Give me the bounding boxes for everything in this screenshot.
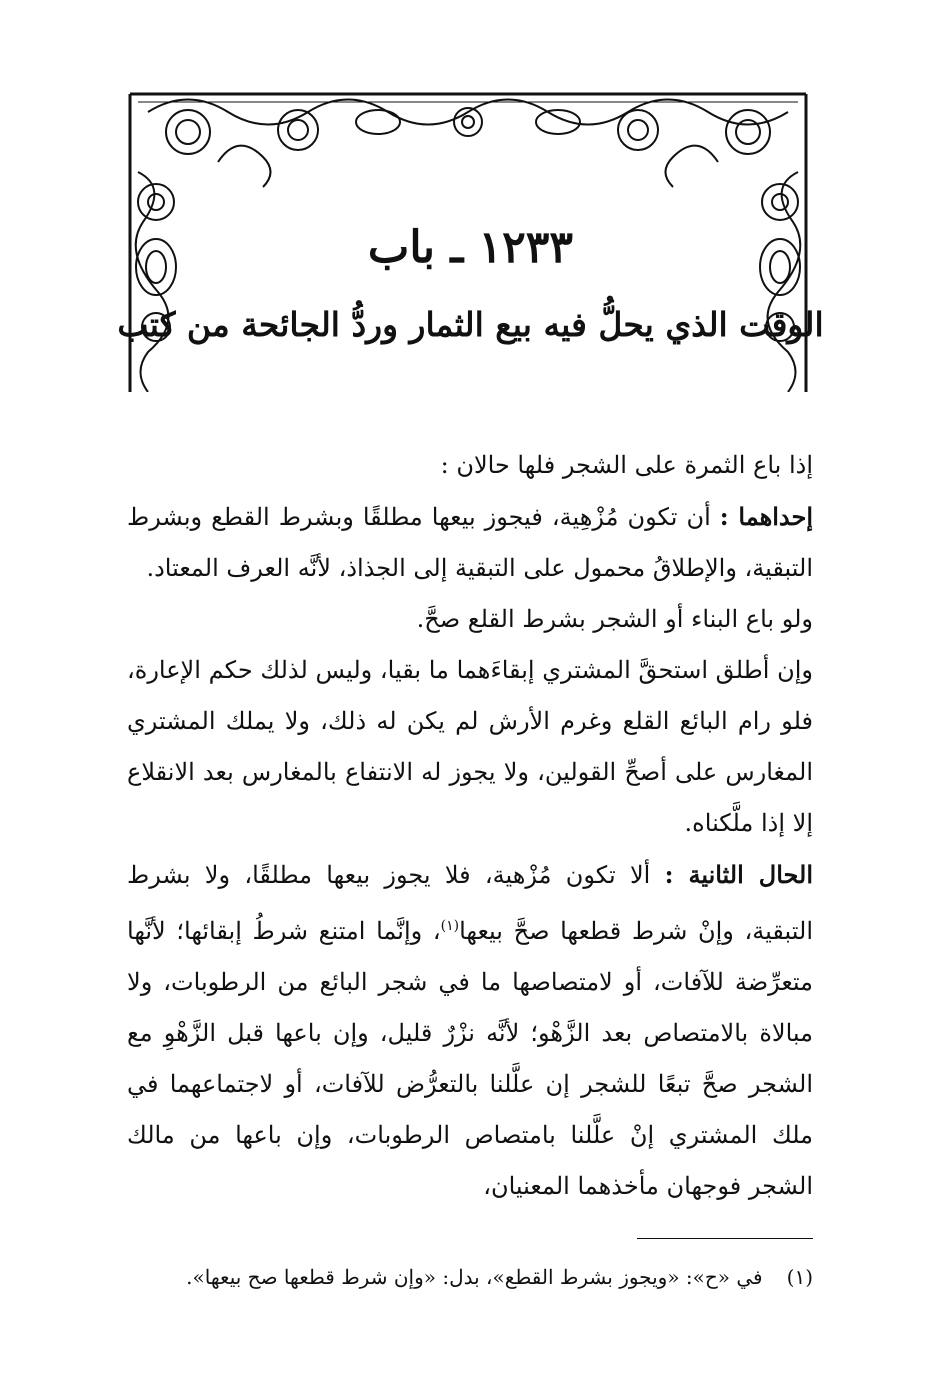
main-text <box>127 440 813 1212</box>
paragraph-building-sale: ولو باع البناء أو الشجر بشرط القلع صحَّ. <box>416 605 813 633</box>
footnote-number: (١) <box>786 1265 813 1289</box>
footnote-divider <box>637 1238 813 1239</box>
first-case-text: أن تكون مُزْهِية، فيجوز بيعها مطلقًا وبشرط القطع وبشرط التبقية، والإطلاقُ محمول على التبقية إلى الجذاذ، لأنَّه العرف المعتاد. <box>127 503 813 582</box>
footnote-text: في «ح»: «ويجوز بشرط القطع»، بدل: «وإن شرط قطعها صح بيعها». <box>186 1265 763 1289</box>
paragraph-first-case <box>127 491 813 594</box>
chapter-number: ١٢٣٣ ـ باب <box>367 222 574 273</box>
first-case-lead: إحداهما : <box>719 502 813 531</box>
footnote-reference: (١) <box>440 918 460 934</box>
second-case-text-a: ألا تكون مُزْهية، فلا يجوز بيعها مطلقًا، ولا بشرط التبقية، وإنْ شرط قطعها صحَّ بيعها <box>127 861 813 945</box>
paragraph-second-case <box>127 849 813 1212</box>
paragraph-intro: إذا باع الثمرة على الشجر فلها حالان : <box>440 451 813 479</box>
paragraph-unrestricted: وإن أطلق استحقَّ المشتري إبقاءَهما ما بقيا، وليس لذلك حكم الإعارة، فلو رام البائع القلع وغرم الأرش لم يكن له ذلك، ولا يملك المشتري المغارس على أصحِّ القولين، ولا يجوز له الانتفاع بالمغارس بعد الانقلاع إلا إذا ملَّكناه. <box>127 656 813 837</box>
footnote <box>127 1262 813 1292</box>
second-case-lead: الحال الثانية : <box>664 860 813 889</box>
second-case-text-b: ، وإنَّما امتنع شرطُ إبقائها؛ لأنَّها متعرِّضة للآفات، أو لامتصاصها ما في شجر البائع من الرطوبات، ولا مبالاة بالامتصاص بعد الزَّهْو؛ لأنَّه نزْرٌ قليل، وإن باعها قبل الزَّهْوِ مع الشجر صحَّ تبعًا للشجر إن علَّلنا بالتعرُّض للآفات، أو لاجتماعهما في ملك المشتري إنْ علَّلنا بامتصاص الرطوبات، وإن باعها من مالك الشجر فوجهان مأخذهما المعنيان، <box>127 917 814 1200</box>
chapter-title: الوقت الذي يحلُّ فيه بيع الثمار وردُّ الجائحة من كتب <box>117 305 824 344</box>
